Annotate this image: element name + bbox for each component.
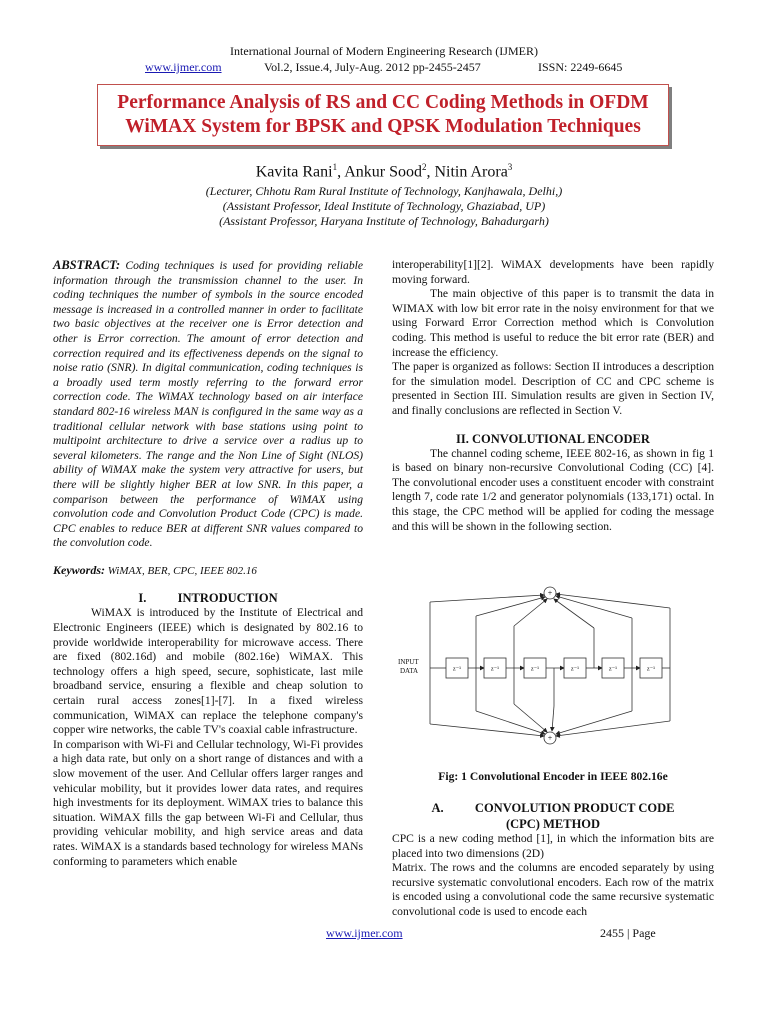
- footer-site-link[interactable]: www.ijmer.com: [326, 926, 403, 940]
- page-number: 2455 | Page: [600, 926, 656, 940]
- right-paragraph-2: The main objective of this paper is to transmit the data in WIMAX with low bit error rate in the noisy environment for that we using Forward Error Correction method which is Convolution coding. This method is useful to reduce the bit error rate (BER) and increase the efficiency.: [392, 287, 714, 359]
- keywords: [53, 563, 363, 579]
- subsection-a-paragraph-1: CPC is a new coding method [1], in which the information bits are placed into two dimensions (2D): [392, 832, 714, 860]
- paper-title-line-1: Performance Analysis of RS and CC Coding Methods in OFDM: [117, 92, 649, 113]
- delay-box-2: z⁻¹: [490, 665, 500, 673]
- right-paragraph-3: The paper is organized as follows: Section II introduces a description for the simulation model. Description of CC and CPC scheme is presented in Section III. Simulation results are given in Section IV, and finally conclusions are reflected in Section V.: [392, 360, 714, 417]
- paper-title-box: [97, 84, 669, 146]
- intro-paragraph-2: In comparison with Wi-Fi and Cellular technology, Wi-Fi provides a high data rate, but only on a short range of distances and with a slow movement of the user. And Cellular offers larger ranges and vehicular mobility, but it provides lower data rates, and requires high investments for its deployment. WiMAX tries to balance this situation. WiMAX fills the gap between Wi-Fi and Cellular, thus providing vehicular mobility, and high service areas and data rates. WiMAX is a standards based technology for wireless MANs conforming to parameters which enable: [53, 737, 363, 868]
- author-3: Nitin Arora: [434, 163, 508, 181]
- affiliation-2: (Assistant Professor, Ideal Institute of Technology, Ghaziabad, UP): [222, 199, 546, 213]
- author-2-sup: 2: [421, 162, 427, 172]
- figure-caption: Fig: 1 Convolutional Encoder in IEEE 802.16e: [438, 770, 668, 783]
- bottom-adder-symbol: +: [547, 733, 553, 743]
- right-column-bottom: [392, 800, 714, 920]
- intro-paragraph-1: WiMAX is introduced by the Institute of Electrical and Electronic Engineers (IEEE) which is designated by 802.16 to provide worldwide interoperability for microwave access. There are fixed (802.16d) and mobile (802.16e) WiMAX. This technology offers a high speed, secure, sophisticate, last mile broadband service, ensuring a flexible and cheap solution to certain rural access zones[1]-[7]. In a fixed wireless communication, WiMAX can replace the telephone company's copper wire networks, the cable TV's coaxial cable infrastructure.: [53, 606, 363, 737]
- author-separator: ,: [426, 163, 435, 181]
- authors: [0, 162, 768, 181]
- delay-box-6: z⁻¹: [646, 665, 656, 673]
- subsection-a-heading: A. CONVOLUTION PRODUCT CODE (CPC) METHOD: [431, 801, 678, 831]
- journal-name: International Journal of Modern Engineering Research (IJMER): [230, 44, 538, 58]
- author-1-sup: 1: [332, 162, 338, 172]
- affiliation-3: (Assistant Professor, Haryana Institute of Technology, Bahadurgarh): [219, 214, 549, 228]
- convolutional-encoder-diagram: [394, 586, 716, 756]
- abstract-label: ABSTRACT:: [53, 258, 121, 272]
- delay-box-3: z⁻¹: [530, 665, 540, 673]
- input-label-2: DATA: [400, 667, 419, 675]
- author-separator: ,: [337, 163, 345, 181]
- subsection-a-paragraph-2: Matrix. The rows and the columns are encoded separately by using recursive systematic convolutional encoders. Each row of the matrix is encoded using a convolutional code the same recursive systematic convolutional code is used to encode each: [392, 861, 714, 918]
- keywords-value: WiMAX, BER, CPC, IEEE 802.16: [105, 564, 257, 577]
- keywords-label: Keywords:: [53, 562, 105, 577]
- author-2: Ankur Sood: [344, 163, 422, 181]
- author-1: Kavita Rani: [255, 163, 333, 181]
- delay-box-4: z⁻¹: [570, 665, 580, 673]
- left-column: [53, 258, 363, 869]
- journal-site-link[interactable]: www.ijmer.com: [145, 60, 222, 74]
- section-2-heading: II. CONVOLUTIONAL ENCODER: [456, 431, 650, 446]
- delay-box-1: z⁻¹: [452, 665, 462, 673]
- section-2-paragraph: The channel coding scheme, IEEE 802-16, as shown in fig 1 is based on binary non-recursive Convolutional Coding (CC) [4]. The convolutional encoder uses a constituent encoder with constraint length 7, code rate 1/2 and generator polynomials (133,171) octal. In this stage, the CPC method will be applied for coding the message and this will be shown in the following section.: [392, 446, 714, 533]
- volume-info: Vol.2, Issue.4, July-Aug. 2012 pp-2455-2457: [264, 60, 481, 74]
- affiliation-1: (Lecturer, Chhotu Ram Rural Institute of Technology, Kanjhawala, Delhi,): [205, 184, 563, 198]
- abstract-text: Coding techniques is used for providing reliable information through the transmission channel to the user. In coding techniques the number of symbols in the source encoded message is increased in a controlled manner in order to facilitate two basic objectives at the receiver one is Error detection and other is Error correction. The amount of error detection and correction required and its effectiveness depends on the signal to noise ratio (SNR). In digital communication, coding techniques is a broadly used term mostly referring to the forward error correction code. The WiMAX technology based on air interface standard 802-16 wireless MAN is configured in the same way as a traditional cellular network with base stations using point to multipoint architecture to drive a service over a radius up to several kilometers. The range and the Non Line of Sight (NLOS) ability of WiMAX make the system very attractive for users, but there will be slightly higher BER at low SNR. In this paper, a comparison between the performance of WiMAX using convolution code and Convolution Product Code (CPC) is made. CPC enables to reduce BER at different SNR values compared to the convolution code.: [53, 259, 363, 550]
- right-paragraph-1: interoperability[1][2]. WiMAX developments have been rapidly moving forward.: [392, 258, 714, 286]
- input-label-1: INPUT: [398, 658, 419, 666]
- paper-title-line-2: WiMAX System for BPSK and QPSK Modulation Techniques: [125, 116, 641, 137]
- issn: ISSN: 2249-6645: [538, 60, 623, 74]
- author-3-sup: 3: [507, 162, 513, 172]
- delay-box-5: z⁻¹: [608, 665, 618, 673]
- top-adder-symbol: +: [547, 588, 553, 598]
- abstract: [53, 258, 363, 551]
- intro-heading: I. INTRODUCTION: [138, 591, 278, 606]
- right-column-top: [392, 258, 714, 534]
